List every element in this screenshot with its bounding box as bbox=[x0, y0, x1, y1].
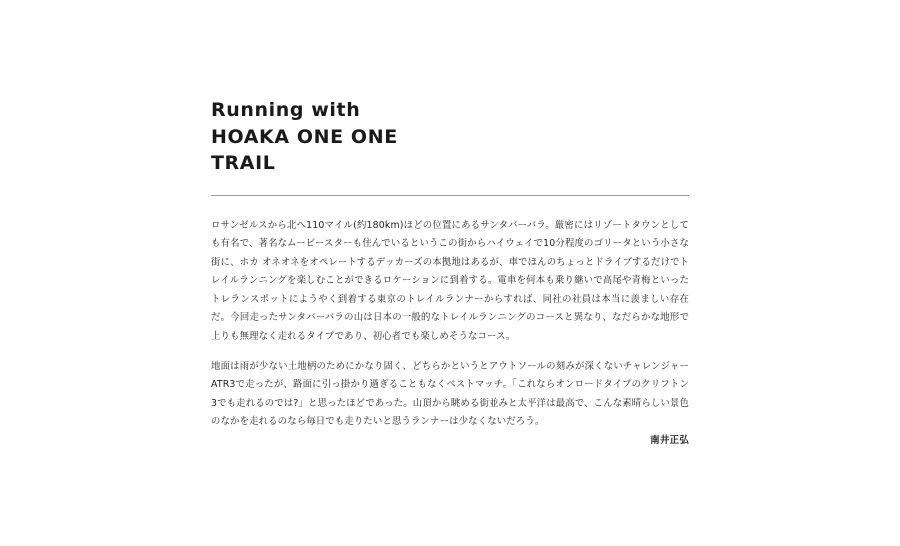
author-name: 南井正弘 bbox=[650, 435, 689, 447]
title-line-3: TRAIL bbox=[211, 152, 276, 174]
body-paragraph-1: ロサンゼルスから北へ110マイル(約180km)ほどの位置にあるサンタバーバラ。厳密にはリゾートタウンとしても有名で、著名なムービースターも住んでいるというこの街からハイウェイで10分程度のゴリータという小さな街に、ホカ オネオネをオペレートするデッカーズの本拠地はあるが、車でほんのちょっとドライブするだけでトレイルランニングを楽しむことができるロケーションに到着する。電車を何本も乗り継いで高尾や青梅といったトレランスポットにようやく到着する東京のトレイルランナーからすれば、同社の社員は本当に羨ましい存在だ。今回走ったサンタバーバラの山は日本の一般的なトレイルランニングのコースと異なり、なだらかな地形で上りも無理なく走れるタイプであり、初心者でも楽しめそうなコース。 bbox=[211, 219, 689, 343]
article-title bbox=[211, 97, 689, 177]
title-line-2: HOAKA ONE ONE bbox=[211, 125, 398, 148]
title-divider bbox=[211, 195, 689, 196]
body-paragraph-2: 地面は雨が少ない土地柄のためにかなり固く、どちらかというとアウトソールの刻みが深くないチャレンジャーATR3で走ったが、路面に引っ掛かり過ぎることもなくベストマッチ。「これならオンロードタイプのクリフトン3でも走れるのでは?」と思ったほどであった。山頂から眺める街並みと太平洋は最高で、こんな素晴らしい景色のなかを走れるのなら毎日でも走りたいと思うランナーは少なくないだろう。 bbox=[211, 360, 689, 428]
title-line-1: Running with bbox=[211, 99, 361, 121]
article bbox=[211, 97, 689, 451]
